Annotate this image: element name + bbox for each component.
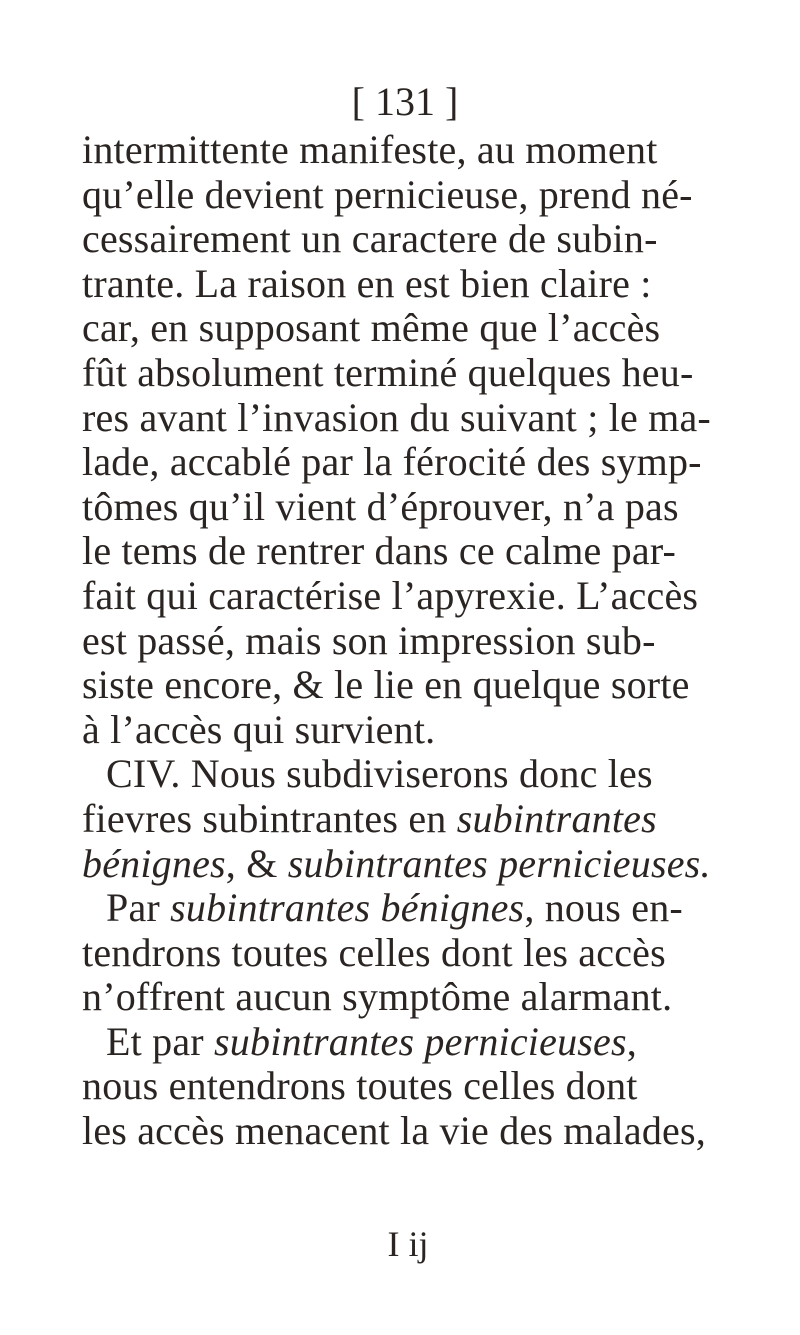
text-line [82, 217, 772, 262]
italic-text: subintrantes pernicieuses. [287, 841, 711, 886]
text-run: intermittente manifeste, au moment [82, 128, 658, 172]
body-text [82, 128, 772, 1154]
text-run: , nous en- [524, 886, 683, 931]
text-run: fût absolument terminé quelques heu- [82, 350, 694, 395]
signature-mark: I ij [387, 1224, 429, 1264]
text-line [82, 842, 772, 887]
text-run: n’offrent aucun symptôme alarmant. [82, 975, 673, 1020]
text-run: les accès menacent la vie des malades, [82, 1109, 706, 1154]
text-line [82, 173, 772, 218]
text-line [82, 574, 772, 619]
text-run: lade, accablé par la férocité des symp- [82, 440, 702, 485]
text-run: car, en supposant même que l’accès [82, 306, 661, 351]
text-run: , & [225, 841, 288, 886]
text-run: fievres subintrantes en [82, 796, 457, 841]
text-line [82, 351, 772, 396]
text-run: tendrons toutes celles dont les accès [82, 930, 666, 975]
page-number: [ 131 ] [351, 79, 459, 124]
text-line [82, 128, 772, 173]
text-line [82, 886, 772, 931]
text-run: res avant l’invasion du suivant ; le ma- [82, 395, 711, 440]
text-run: CIV. Nous subdiviserons donc les [106, 752, 653, 797]
italic-text: subintrantes bénignes [170, 886, 525, 931]
text-line [82, 306, 772, 351]
text-line [82, 529, 772, 574]
text-line [82, 797, 772, 842]
text-run: Et par [106, 1019, 215, 1064]
text-run: trante. La raison en est bien claire : [82, 261, 652, 306]
italic-text: bénignes [82, 841, 226, 886]
text-run: le tems de rentrer dans ce calme par- [82, 529, 677, 574]
text-run: nous entendrons toutes celles dont [82, 1064, 638, 1109]
text-run: tômes qu’il vient d’éprouver, n’a pas [82, 484, 679, 529]
text-run: , [626, 1019, 637, 1064]
text-run: est passé, mais son impression sub- [82, 618, 656, 663]
text-run: cessairement un caractere de subin- [82, 217, 658, 262]
text-line [82, 440, 772, 485]
text-line [82, 931, 772, 976]
text-line [82, 1020, 772, 1065]
text-run: à l’accès qui survient. [82, 707, 436, 752]
text-line [82, 396, 772, 441]
text-line [82, 975, 772, 1020]
italic-text: subintrantes [456, 796, 657, 841]
text-run: qu’elle devient pernicieuse, prend né- [82, 172, 693, 217]
text-line [82, 485, 772, 530]
text-run: fait qui caractérise l’apyrexie. L’accès [82, 573, 699, 618]
text-line [82, 708, 772, 753]
text-line [82, 1064, 772, 1109]
text-line [82, 619, 772, 664]
text-line [82, 1109, 772, 1154]
text-line [82, 663, 772, 708]
text-line [82, 262, 772, 307]
text-run: Par [106, 886, 171, 931]
text-line [82, 752, 772, 797]
italic-text: subintrantes pernicieuses [214, 1019, 627, 1064]
text-run: siste encore, & le lie en quelque sorte [82, 663, 690, 708]
